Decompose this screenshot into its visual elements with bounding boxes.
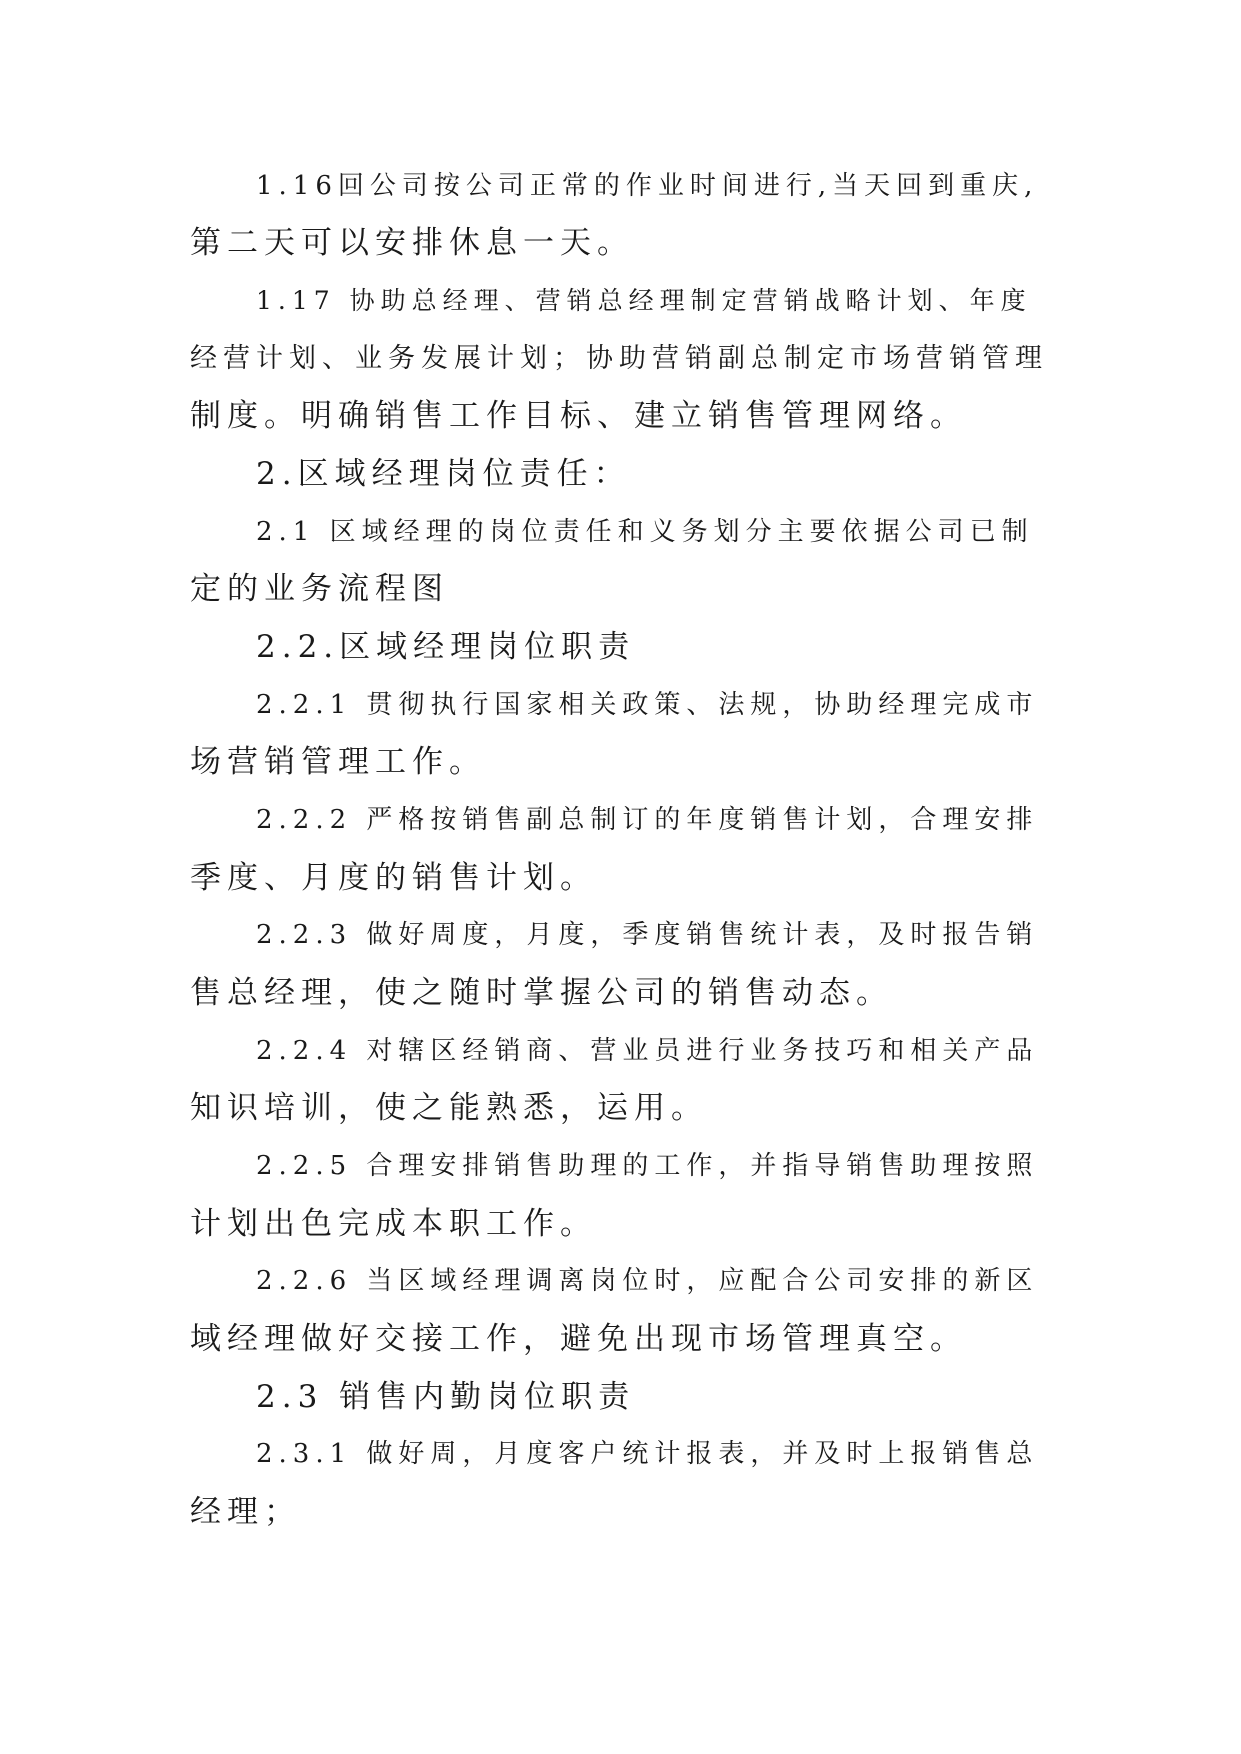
paragraph-1-17-line-1: 1.17 协助总经理、营销总经理制定营销战略计划、年度: [256, 286, 1032, 315]
paragraph-2-2-6-line-1: 2.2.6 当区域经理调离岗位时，应配合公司安排的新区: [256, 1266, 1039, 1296]
paragraph-2-2-4-line-1: 2.2.4 对辖区经销商、营业员进行业务技巧和相关产品: [256, 1036, 1039, 1066]
section-heading-2: 2.区域经理岗位责任：: [256, 456, 631, 492]
paragraph-1-17-line-3: 制度。明确销售工作目标、建立销售管理网络。: [190, 398, 967, 434]
section-heading-2-2: 2.2.区域经理岗位职责: [256, 629, 636, 665]
paragraph-2-2-4-line-2: 知识培训，使之能熟悉，运用。: [190, 1090, 708, 1126]
paragraph-2-2-2-line-2: 季度、月度的销售计划。: [190, 860, 597, 896]
paragraph-2-2-2-line-1: 2.2.2 严格按销售副总制订的年度销售计划，合理安排: [256, 805, 1039, 835]
paragraph-2-2-3-line-1: 2.2.3 做好周度，月度，季度销售统计表，及时报告销: [256, 920, 1039, 950]
paragraph-2-2-6-line-2: 域经理做好交接工作，避免出现市场管理真空。: [190, 1321, 967, 1357]
paragraph-2-2-1-line-2: 场营销管理工作。: [190, 744, 486, 780]
paragraph-1-16-line-1: 1.16回公司按公司正常的作业时间进行,当天回到重庆,: [256, 171, 1039, 201]
section-heading-2-3: 2.3 销售内勤岗位职责: [256, 1379, 636, 1415]
paragraph-1-16-line-2: 第二天可以安排休息一天。: [190, 225, 634, 261]
paragraph-2-1-line-1: 2.1 区域经理的岗位责任和义务划分主要依据公司已制: [256, 517, 1034, 547]
paragraph-2-2-1-line-1: 2.2.1 贯彻执行国家相关政策、法规，协助经理完成市: [256, 690, 1039, 720]
paragraph-2-1-line-2: 定的业务流程图: [190, 571, 449, 607]
paragraph-1-17-line-2: 经营计划、业务发展计划；协助营销副总制定市场营销管理: [190, 343, 1048, 374]
paragraph-2-3-1-line-1: 2.3.1 做好周，月度客户统计报表，并及时上报销售总: [256, 1439, 1039, 1469]
paragraph-2-2-3-line-2: 售总经理，使之随时掌握公司的销售动态。: [190, 975, 893, 1011]
paragraph-2-2-5-line-2: 计划出色完成本职工作。: [190, 1206, 597, 1242]
paragraph-2-2-5-line-1: 2.2.5 合理安排销售助理的工作，并指导销售助理按照: [256, 1151, 1039, 1181]
paragraph-2-3-1-line-2: 经理；: [190, 1494, 301, 1530]
